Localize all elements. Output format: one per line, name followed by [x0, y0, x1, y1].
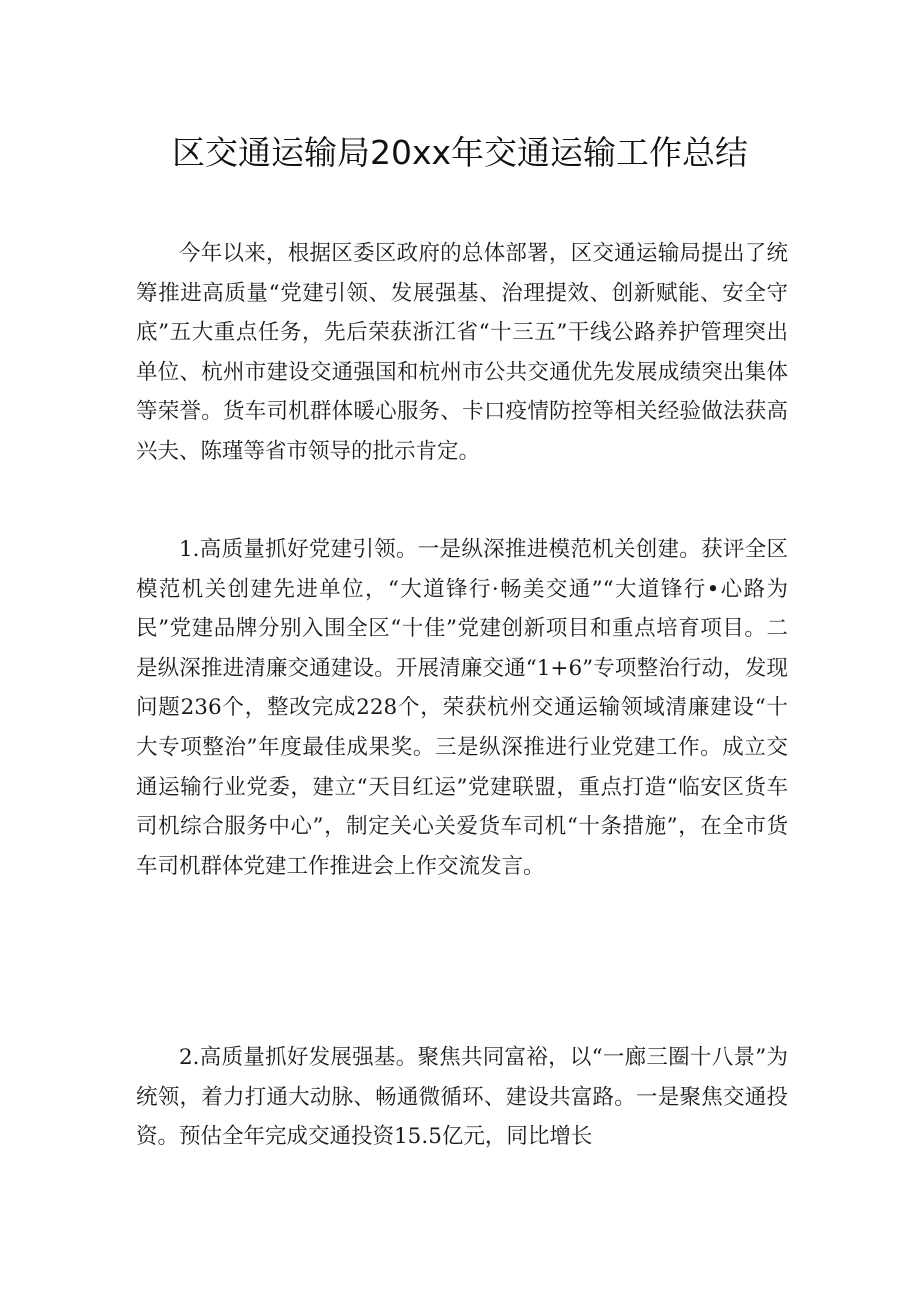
paragraph-party-building: 1.高质量抓好党建引领。一是纵深推进模范机关创建。获评全区模范机关创建先进单位，“大道锋行·畅美交通”“大道锋行•心路为民”党建品牌分别入围全区“十佳”党建创新项目和重点培育项目。二是纵深推进清廉交通建设。开展清廉交通“1+6”专项整治行动，发现问题236个，整改完成228个，荣获杭州交通运输领域清廉建设“十大专项整治”年度最佳成果奖。三是纵深推进行业党建工作。成立交通运输行业党委，建立“天目红运”党建联盟，重点打造“临安区货车司机综合服务中心”，制定关心关爱货车司机“十条措施”，在全市货车司机群体党建工作推进会上作交流发言。 [136, 537, 788, 879]
document-title: 区交通运输局20xx年交通运输工作总结 [171, 133, 749, 172]
paragraph-intro: 今年以来，根据区委区政府的总体部署，区交通运输局提出了统筹推进高质量“党建引领、发展强基、治理提效、创新赋能、安全守底”五大重点任务，先后荣获浙江省“十三五”干线公路养护管理突出单位、杭州市建设交通强国和杭州市公共交通优先发展成绩突出集体等荣誉。货车司机群体暖心服务、卡口疫情防控等相关经验做法获高兴夫、陈瑾等省市领导的批示肯定。 [136, 241, 788, 464]
paragraph-development: 2.高质量抓好发展强基。聚焦共同富裕，以“一廊三圈十八景”为统领，着力打通大动脉、畅通微循环、建设共富路。一是聚焦交通投资。预估全年完成交通投资15.5亿元，同比增长 [136, 1045, 788, 1150]
